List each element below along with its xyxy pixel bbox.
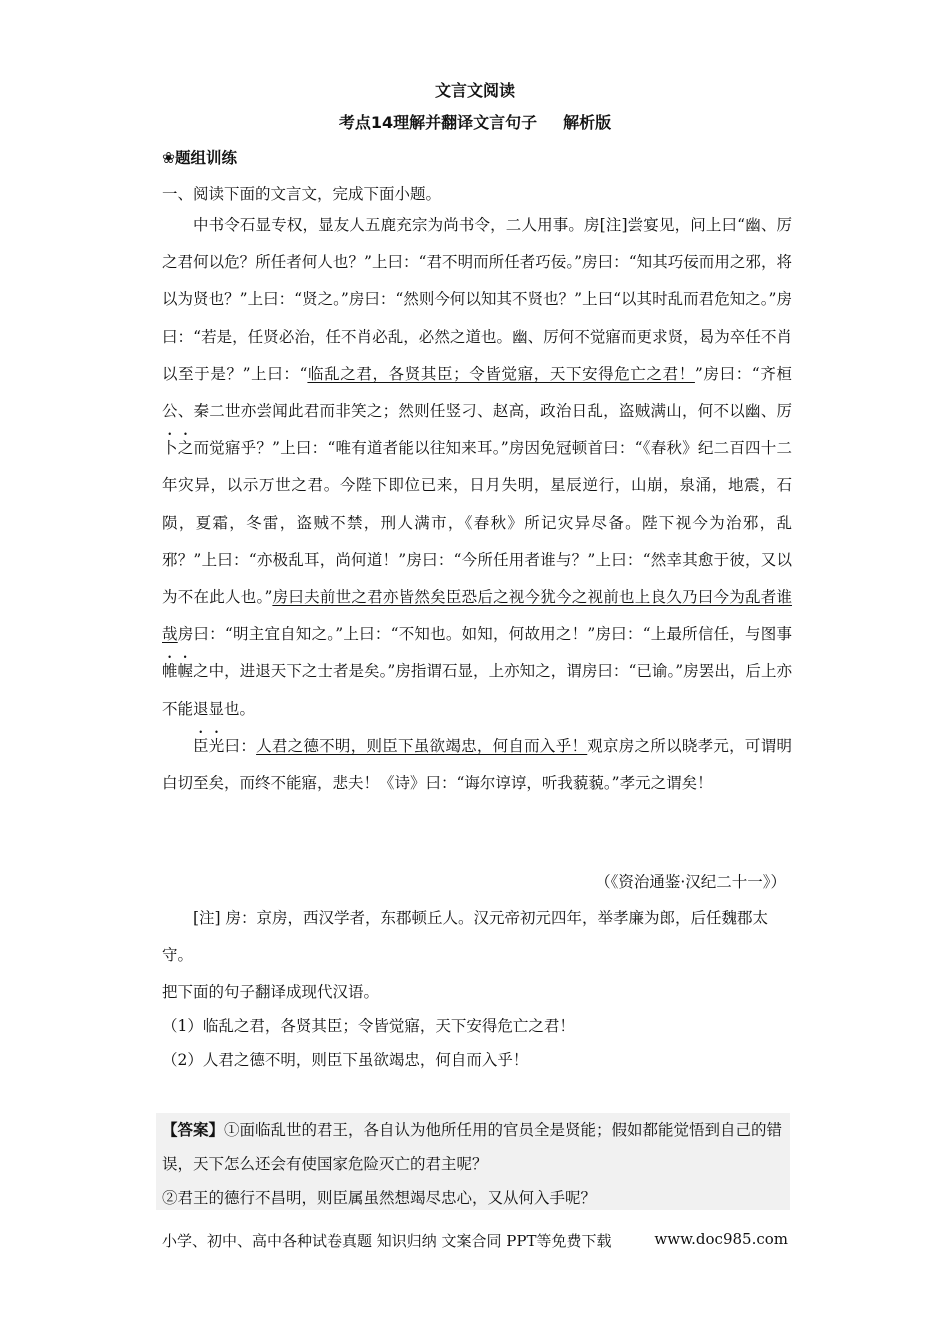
- document-subtitle: [0, 110, 950, 133]
- question-intro: 一、阅读下面的文言文，完成下面小题。: [162, 185, 442, 203]
- note-text: [注] 房：京房，西汉学者，东郡顿丘人。汉元帝初元四年，举孝廉为郎，后任魏郡太守。: [162, 909, 769, 964]
- dotted-word-3: 臣光: [193, 736, 225, 755]
- passage-text: 而觉寤乎？”上曰：“唯有道者能以往知来耳。”房因免冠顿首曰：“《春秋》纪二百四十二年灾异，以示万世之君。今陛下即位已来，日月失明，星辰逆行，山崩，泉涌，地震，石陨，夏霜，冬雷，盗贼不禁，刑人满市，《春秋》所记灾异尽备。陛下视今为治邪，乱邪？”上曰：“亦极乱耳，尚何道！”房曰：“今所任用者谁与？”上曰：“然幸其愈于彼，又以为不在此人也。”: [162, 439, 792, 607]
- section-label: 题组训练: [175, 149, 238, 167]
- task-prompt: 把下面的句子翻译成现代汉语。: [162, 983, 380, 1001]
- answer-block: [162, 1113, 788, 1215]
- flower-icon: ❀: [162, 149, 175, 167]
- passage-paragraph-1: [162, 207, 792, 728]
- passage-text: 中书令石显专权，显友人五鹿充宗为尚书令，二人用事。房[注]尝宴见，问上曰“幽、厉之君何以危？所任者何人也？”上曰：“君不明而所任者巧佞。”房曰：“知其巧佞而用之邪，将以为贤也？”上曰：“贤之。”房曰：“然则今何以知其不贤也？”上曰“以其时乱而君危知之。”房曰：“若是，任贤必治，任不肖必乱，必然之道也。幽、厉何不觉寤而更求贤，曷为卒任不肖以至于是？”上曰：“: [162, 216, 792, 383]
- answer-text: ①面临乱世的君王，各自认为他所任用的官员全是贤能；假如都能觉悟到自己的错误，天下怎么还会有使国家危险灭亡的君主呢？: [162, 1121, 783, 1173]
- passage-source: （《资治通鉴·汉纪二十一》）: [595, 873, 786, 891]
- passage-text: 房曰：“明主宜自知之。”上曰：“不知也。如知，何故用之！”房曰：“上最所信任，与图事: [177, 625, 792, 644]
- subtitle-main: 考点14理解并翻译文言句子: [338, 113, 538, 132]
- subtitle-suffix: 解析版: [563, 113, 612, 132]
- task-item-1: （1）临乱之君，各贤其臣；令皆觉寤，天下安得危亡之君！: [162, 1017, 575, 1035]
- dotted-word-1: 卜之: [162, 439, 194, 458]
- section-heading: [162, 146, 237, 168]
- answer-line-1: [162, 1113, 788, 1181]
- task-item-2: （2）人君之德不明，则臣下虽欲竭忠，何自而入乎！: [162, 1051, 529, 1069]
- classical-passage: [162, 207, 792, 802]
- underlined-sentence-1: 临乱之君，各贤其臣；令皆觉寤，天下安得危亡之君！: [307, 364, 695, 383]
- underlined-sentence-3: 人君之德不明，则臣下虽欲竭忠，何自而入乎！: [256, 736, 588, 755]
- annotation-note: [162, 900, 792, 974]
- footer-text: 小学、初中、高中各种试卷真题 知识归纳 文案合同 PPT等免费下载: [162, 1232, 612, 1250]
- footer-url: www.doc985.com: [654, 1230, 788, 1248]
- answer-line-2: ②君王的德行不昌明，则臣属虽然想竭尽忠心，又从何入手呢？: [162, 1189, 597, 1207]
- underlined-sentence-2: 房曰夫前世之君亦皆然矣臣恐后之视今犹今之视前也上良久乃曰今为乱者谁哉: [162, 588, 792, 644]
- passage-paragraph-2: [162, 728, 792, 802]
- passage-text: ”房曰：“齐桓公、秦二世亦尝闻此君而非笑之；然则任竖刁、赵高，政治日乱，盗贼满山，何不以幽、厉: [162, 364, 792, 421]
- passage-text: 之中，进退天下之士者是矣。”房指谓石显，上亦知之，谓房曰：“已谕。”房罢出，后上亦不能退显也。: [162, 662, 792, 718]
- passage-text: 观京房之所以晓孝元，可谓明白切至矣，而终不能寤，悲夫！《诗》曰：“诲尔谆谆，听我藐藐。”孝元之谓矣！: [162, 736, 792, 793]
- page-footer: [162, 1230, 788, 1251]
- document-title: 文言文阅读: [434, 81, 515, 100]
- passage-text: 曰：: [224, 736, 257, 755]
- answer-tag: 【答案】: [162, 1120, 225, 1139]
- dotted-word-2: 帷幄: [162, 662, 194, 681]
